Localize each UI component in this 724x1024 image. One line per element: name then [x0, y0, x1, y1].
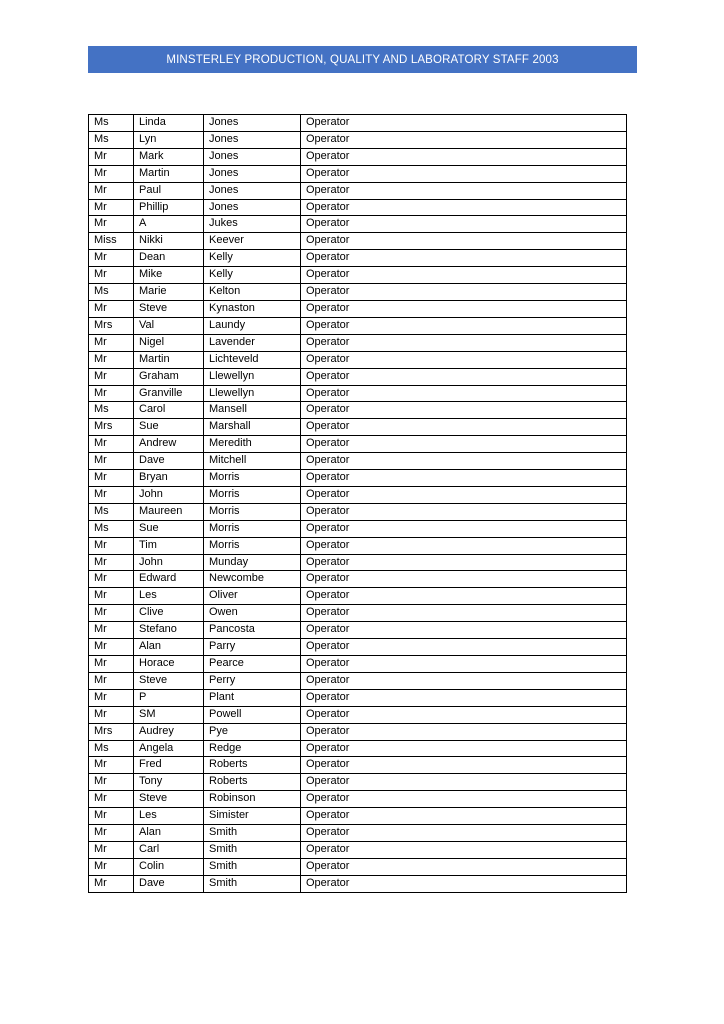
cell-surname: Smith [204, 858, 301, 875]
cell-surname: Meredith [204, 436, 301, 453]
cell-first-name: Dave [134, 453, 204, 470]
table-row [89, 368, 627, 385]
table-row [89, 453, 627, 470]
staff-table-body [89, 115, 627, 893]
table-row [89, 199, 627, 216]
table-row [89, 115, 627, 132]
cell-surname: Kelly [204, 267, 301, 284]
table-row [89, 419, 627, 436]
cell-title: Mr [89, 774, 134, 791]
table-row [89, 165, 627, 182]
cell-title: Mr [89, 453, 134, 470]
cell-title: Mr [89, 250, 134, 267]
cell-role: Operator [301, 841, 627, 858]
cell-surname: Morris [204, 537, 301, 554]
cell-surname: Kelly [204, 250, 301, 267]
cell-surname: Perry [204, 672, 301, 689]
cell-role: Operator [301, 740, 627, 757]
cell-role: Operator [301, 368, 627, 385]
cell-title: Mr [89, 368, 134, 385]
cell-first-name: Les [134, 808, 204, 825]
cell-first-name: Granville [134, 385, 204, 402]
cell-title: Mr [89, 656, 134, 673]
cell-surname: Parry [204, 639, 301, 656]
cell-role: Operator [301, 706, 627, 723]
table-row [89, 470, 627, 487]
table-row [89, 284, 627, 301]
cell-surname: Pancosta [204, 622, 301, 639]
cell-title: Mr [89, 672, 134, 689]
cell-surname: Redge [204, 740, 301, 757]
cell-first-name: Dean [134, 250, 204, 267]
table-row [89, 402, 627, 419]
cell-first-name: P [134, 689, 204, 706]
cell-title: Mr [89, 436, 134, 453]
cell-surname: Roberts [204, 774, 301, 791]
cell-first-name: Audrey [134, 723, 204, 740]
cell-surname: Jones [204, 115, 301, 132]
cell-first-name: Steve [134, 672, 204, 689]
cell-role: Operator [301, 875, 627, 892]
cell-surname: Lichteveld [204, 351, 301, 368]
cell-title: Mr [89, 875, 134, 892]
cell-surname: Pye [204, 723, 301, 740]
table-row [89, 605, 627, 622]
cell-first-name: John [134, 554, 204, 571]
cell-role: Operator [301, 723, 627, 740]
cell-role: Operator [301, 672, 627, 689]
cell-title: Mr [89, 858, 134, 875]
cell-title: Mr [89, 148, 134, 165]
cell-surname: Smith [204, 841, 301, 858]
cell-first-name: Carl [134, 841, 204, 858]
cell-surname: Marshall [204, 419, 301, 436]
cell-role: Operator [301, 334, 627, 351]
cell-first-name: Edward [134, 571, 204, 588]
table-row [89, 216, 627, 233]
table-row [89, 571, 627, 588]
cell-surname: Robinson [204, 791, 301, 808]
cell-role: Operator [301, 165, 627, 182]
cell-surname: Morris [204, 486, 301, 503]
cell-title: Mr [89, 182, 134, 199]
table-row [89, 520, 627, 537]
cell-surname: Llewellyn [204, 385, 301, 402]
cell-role: Operator [301, 689, 627, 706]
cell-first-name: SM [134, 706, 204, 723]
table-row [89, 656, 627, 673]
cell-first-name: Phillip [134, 199, 204, 216]
cell-first-name: Graham [134, 368, 204, 385]
cell-role: Operator [301, 419, 627, 436]
table-row [89, 622, 627, 639]
cell-surname: Jones [204, 148, 301, 165]
table-row [89, 436, 627, 453]
cell-role: Operator [301, 199, 627, 216]
document-title-banner [88, 46, 637, 73]
cell-role: Operator [301, 385, 627, 402]
table-row [89, 182, 627, 199]
cell-role: Operator [301, 571, 627, 588]
table-row [89, 250, 627, 267]
table-row [89, 537, 627, 554]
cell-first-name: Alan [134, 825, 204, 842]
cell-first-name: Mark [134, 148, 204, 165]
cell-title: Mr [89, 334, 134, 351]
cell-role: Operator [301, 267, 627, 284]
cell-first-name: Tim [134, 537, 204, 554]
table-row [89, 486, 627, 503]
cell-surname: Roberts [204, 757, 301, 774]
cell-role: Operator [301, 825, 627, 842]
cell-first-name: Dave [134, 875, 204, 892]
cell-surname: Mansell [204, 402, 301, 419]
table-row [89, 841, 627, 858]
cell-first-name: Colin [134, 858, 204, 875]
cell-title: Mr [89, 605, 134, 622]
table-row [89, 148, 627, 165]
table-row [89, 317, 627, 334]
cell-title: Mr [89, 470, 134, 487]
cell-surname: Oliver [204, 588, 301, 605]
cell-title: Mr [89, 165, 134, 182]
cell-title: Mr [89, 300, 134, 317]
table-row [89, 774, 627, 791]
cell-surname: Morris [204, 520, 301, 537]
cell-role: Operator [301, 250, 627, 267]
cell-role: Operator [301, 774, 627, 791]
cell-first-name: Bryan [134, 470, 204, 487]
cell-surname: Jones [204, 199, 301, 216]
cell-role: Operator [301, 503, 627, 520]
cell-role: Operator [301, 656, 627, 673]
cell-role: Operator [301, 351, 627, 368]
cell-first-name: Angela [134, 740, 204, 757]
cell-role: Operator [301, 486, 627, 503]
cell-title: Mr [89, 216, 134, 233]
table-row [89, 808, 627, 825]
cell-title: Mrs [89, 419, 134, 436]
cell-first-name: Nigel [134, 334, 204, 351]
cell-surname: Jones [204, 182, 301, 199]
cell-first-name: Marie [134, 284, 204, 301]
cell-role: Operator [301, 115, 627, 132]
cell-surname: Smith [204, 825, 301, 842]
cell-surname: Keever [204, 233, 301, 250]
cell-title: Ms [89, 115, 134, 132]
cell-surname: Owen [204, 605, 301, 622]
cell-role: Operator [301, 148, 627, 165]
cell-surname: Laundy [204, 317, 301, 334]
cell-role: Operator [301, 791, 627, 808]
cell-role: Operator [301, 470, 627, 487]
cell-title: Mr [89, 706, 134, 723]
cell-title: Ms [89, 131, 134, 148]
table-row [89, 825, 627, 842]
table-row [89, 672, 627, 689]
cell-title: Mr [89, 267, 134, 284]
cell-first-name: Linda [134, 115, 204, 132]
cell-role: Operator [301, 131, 627, 148]
table-row [89, 639, 627, 656]
cell-first-name: Horace [134, 656, 204, 673]
cell-first-name: Fred [134, 757, 204, 774]
cell-surname: Simister [204, 808, 301, 825]
cell-title: Mr [89, 841, 134, 858]
table-row [89, 385, 627, 402]
cell-surname: Jones [204, 131, 301, 148]
cell-role: Operator [301, 808, 627, 825]
cell-title: Mr [89, 554, 134, 571]
cell-title: Mr [89, 588, 134, 605]
cell-first-name: Sue [134, 419, 204, 436]
page-title: MINSTERLEY PRODUCTION, QUALITY AND LABORATORY STAFF 2003 [166, 53, 559, 66]
cell-role: Operator [301, 605, 627, 622]
cell-role: Operator [301, 858, 627, 875]
cell-title: Mrs [89, 317, 134, 334]
cell-title: Ms [89, 740, 134, 757]
cell-title: Ms [89, 520, 134, 537]
table-row [89, 757, 627, 774]
cell-role: Operator [301, 622, 627, 639]
cell-surname: Pearce [204, 656, 301, 673]
cell-surname: Morris [204, 470, 301, 487]
cell-title: Mr [89, 808, 134, 825]
cell-role: Operator [301, 317, 627, 334]
cell-surname: Plant [204, 689, 301, 706]
cell-first-name: Maureen [134, 503, 204, 520]
cell-first-name: A [134, 216, 204, 233]
cell-surname: Newcombe [204, 571, 301, 588]
cell-first-name: John [134, 486, 204, 503]
cell-title: Mr [89, 486, 134, 503]
cell-first-name: Steve [134, 300, 204, 317]
cell-surname: Morris [204, 503, 301, 520]
table-row [89, 131, 627, 148]
cell-first-name: Lyn [134, 131, 204, 148]
cell-surname: Jukes [204, 216, 301, 233]
cell-first-name: Tony [134, 774, 204, 791]
cell-surname: Smith [204, 875, 301, 892]
cell-surname: Mitchell [204, 453, 301, 470]
table-row [89, 233, 627, 250]
cell-first-name: Clive [134, 605, 204, 622]
cell-role: Operator [301, 216, 627, 233]
cell-first-name: Steve [134, 791, 204, 808]
table-row [89, 267, 627, 284]
staff-table-container [88, 114, 626, 893]
staff-table [88, 114, 627, 893]
cell-role: Operator [301, 554, 627, 571]
cell-first-name: Carol [134, 402, 204, 419]
cell-first-name: Paul [134, 182, 204, 199]
cell-surname: Kelton [204, 284, 301, 301]
cell-first-name: Stefano [134, 622, 204, 639]
cell-title: Mr [89, 571, 134, 588]
cell-first-name: Nikki [134, 233, 204, 250]
cell-title: Mr [89, 351, 134, 368]
cell-title: Mr [89, 622, 134, 639]
cell-role: Operator [301, 436, 627, 453]
cell-surname: Powell [204, 706, 301, 723]
table-row [89, 723, 627, 740]
cell-title: Mr [89, 537, 134, 554]
cell-role: Operator [301, 233, 627, 250]
cell-surname: Lavender [204, 334, 301, 351]
cell-title: Miss [89, 233, 134, 250]
cell-title: Mr [89, 791, 134, 808]
cell-first-name: Andrew [134, 436, 204, 453]
cell-first-name: Val [134, 317, 204, 334]
table-row [89, 689, 627, 706]
cell-first-name: Mike [134, 267, 204, 284]
cell-role: Operator [301, 639, 627, 656]
cell-role: Operator [301, 588, 627, 605]
table-row [89, 554, 627, 571]
cell-title: Ms [89, 503, 134, 520]
cell-title: Mr [89, 639, 134, 656]
table-row [89, 740, 627, 757]
cell-title: Ms [89, 284, 134, 301]
table-row [89, 791, 627, 808]
cell-role: Operator [301, 402, 627, 419]
cell-title: Mrs [89, 723, 134, 740]
cell-role: Operator [301, 182, 627, 199]
cell-title: Mr [89, 385, 134, 402]
cell-title: Mr [89, 757, 134, 774]
cell-first-name: Sue [134, 520, 204, 537]
cell-title: Mr [89, 199, 134, 216]
cell-title: Mr [89, 825, 134, 842]
table-row [89, 875, 627, 892]
cell-surname: Llewellyn [204, 368, 301, 385]
cell-role: Operator [301, 757, 627, 774]
cell-first-name: Martin [134, 165, 204, 182]
table-row [89, 588, 627, 605]
table-row [89, 706, 627, 723]
table-row [89, 503, 627, 520]
cell-title: Ms [89, 402, 134, 419]
cell-surname: Kynaston [204, 300, 301, 317]
cell-title: Mr [89, 689, 134, 706]
cell-role: Operator [301, 284, 627, 301]
cell-role: Operator [301, 520, 627, 537]
cell-role: Operator [301, 453, 627, 470]
table-row [89, 334, 627, 351]
table-row [89, 351, 627, 368]
cell-surname: Munday [204, 554, 301, 571]
table-row [89, 858, 627, 875]
cell-first-name: Alan [134, 639, 204, 656]
cell-first-name: Les [134, 588, 204, 605]
cell-first-name: Martin [134, 351, 204, 368]
cell-role: Operator [301, 300, 627, 317]
table-row [89, 300, 627, 317]
cell-role: Operator [301, 537, 627, 554]
cell-surname: Jones [204, 165, 301, 182]
